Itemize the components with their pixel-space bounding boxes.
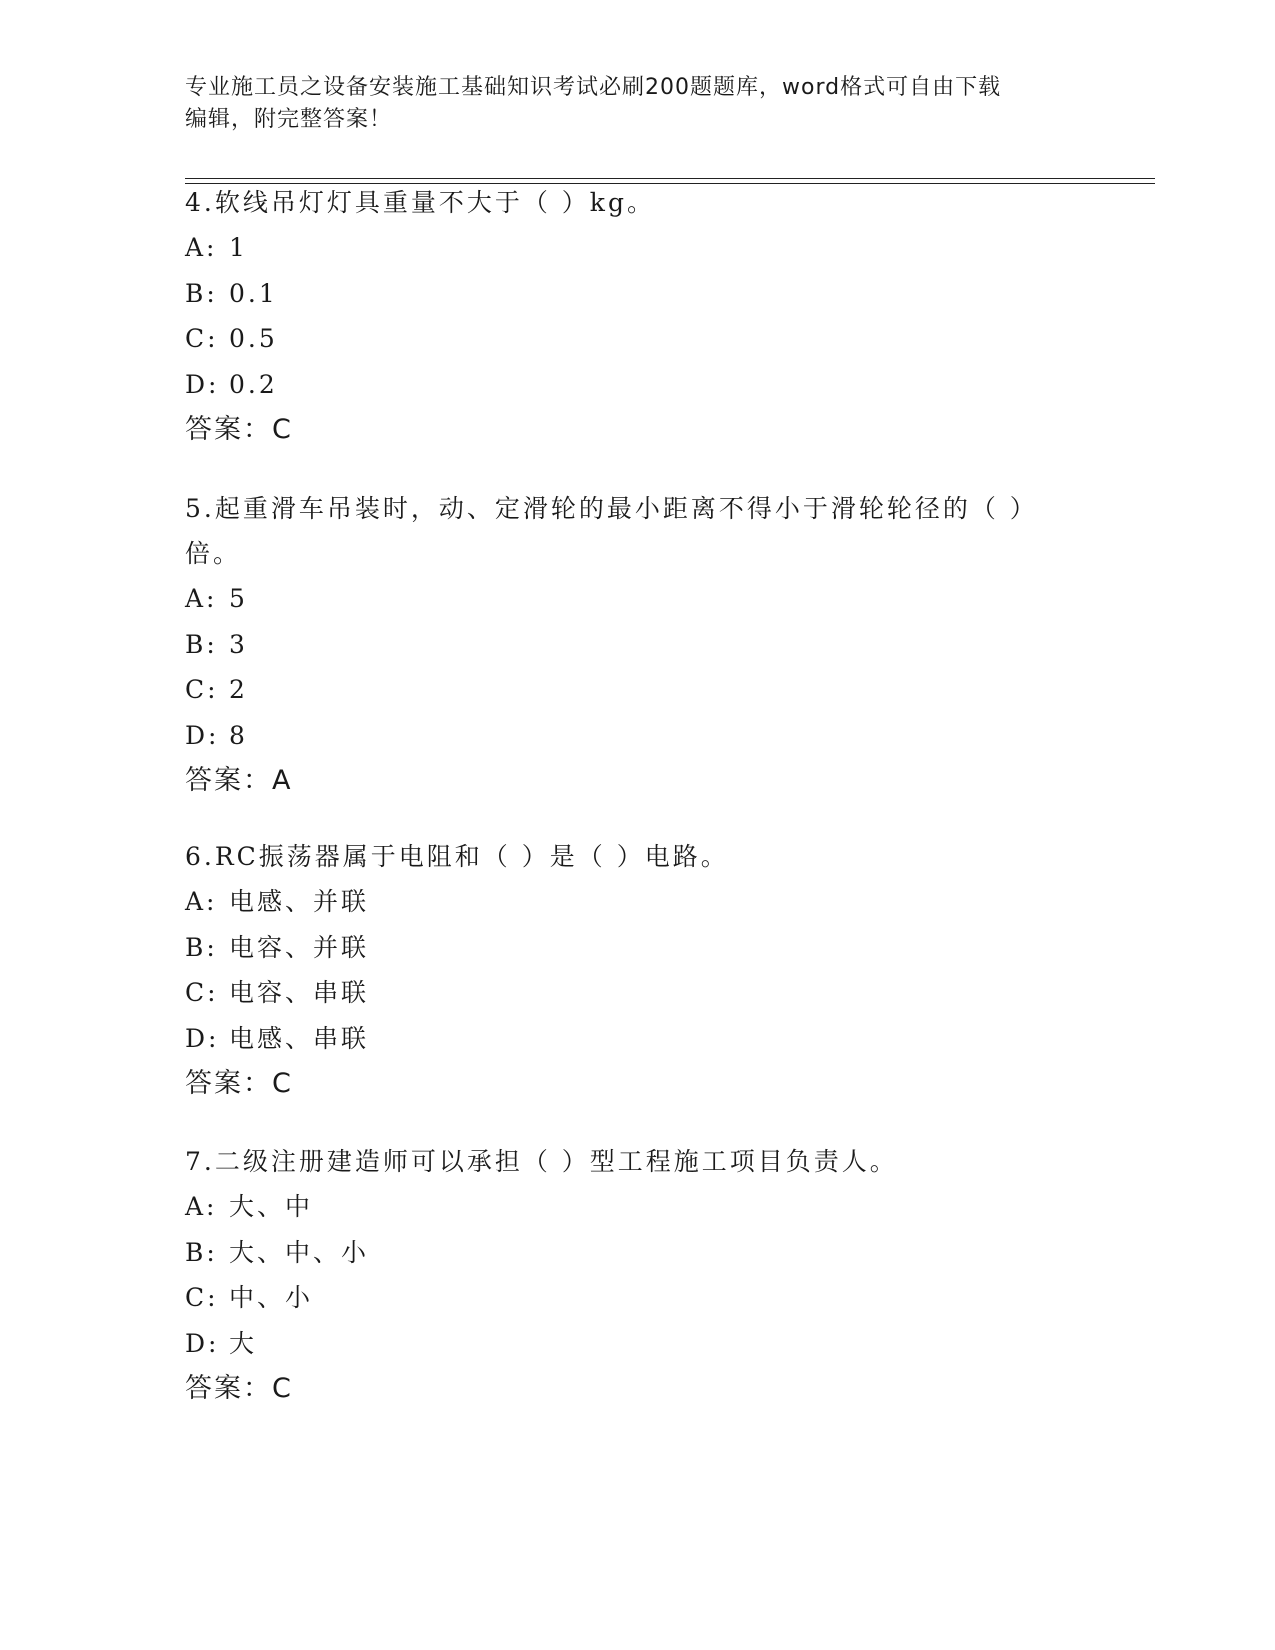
answer-value: C xyxy=(272,1373,291,1404)
option-key: C: xyxy=(185,1283,219,1312)
option-text: 电容、并联 xyxy=(229,932,370,962)
question-stem: 5.起重滑车吊装时，动、定滑轮的最小距离不得小于滑轮轮径的（ ）倍。 xyxy=(185,494,1038,568)
answer xyxy=(185,1366,1065,1411)
question-7 xyxy=(185,1139,1065,1411)
question-5 xyxy=(185,486,1065,803)
answer-value: A xyxy=(272,765,291,796)
option-c xyxy=(185,667,1065,713)
option-d xyxy=(185,1016,1065,1062)
option-key: D: xyxy=(185,1023,220,1053)
option-text: 电感、并联 xyxy=(229,887,370,916)
answer xyxy=(185,1061,1065,1106)
option-key: C: xyxy=(185,675,219,704)
option-text: 0.5 xyxy=(229,324,278,353)
header-divider-top xyxy=(185,178,1155,179)
option-text: 大 xyxy=(229,1328,258,1358)
option-key: D: xyxy=(185,1328,220,1358)
option-c xyxy=(185,970,1065,1016)
option-text: 1 xyxy=(229,233,248,262)
option-text: 0.1 xyxy=(229,278,278,308)
answer-label: 答案： xyxy=(185,414,272,445)
option-text: 5 xyxy=(229,584,248,613)
option-c xyxy=(185,1275,1065,1321)
option-key: A: xyxy=(185,887,218,916)
header-line-2: 编辑，附完整答案！ xyxy=(185,107,393,132)
option-text: 2 xyxy=(229,675,248,704)
option-key: A: xyxy=(185,584,218,613)
option-text: 3 xyxy=(229,629,248,659)
option-a xyxy=(185,1184,1065,1230)
option-a xyxy=(185,225,1065,271)
option-text: 中、小 xyxy=(229,1283,314,1312)
option-c xyxy=(185,316,1065,362)
option-b xyxy=(185,925,1065,971)
answer-value: C xyxy=(272,414,291,445)
option-a xyxy=(185,879,1065,925)
answer-value: C xyxy=(272,1068,291,1099)
option-key: A: xyxy=(185,1192,218,1221)
option-key: B: xyxy=(185,278,218,308)
option-a xyxy=(185,576,1065,622)
option-d xyxy=(185,713,1065,759)
option-text: 大、中、小 xyxy=(229,1237,370,1267)
option-d xyxy=(185,1321,1065,1367)
option-b xyxy=(185,622,1065,668)
option-key: B: xyxy=(185,932,218,962)
answer-label: 答案： xyxy=(185,1373,272,1404)
option-d xyxy=(185,362,1065,408)
option-key: B: xyxy=(185,629,218,659)
document-header xyxy=(185,72,1065,136)
answer xyxy=(185,407,1065,452)
option-key: A: xyxy=(185,233,218,262)
option-text: 电容、串联 xyxy=(229,978,370,1007)
header-line-1: 专业施工员之设备安装施工基础知识考试必刷200题题库，word格式可自由下载 xyxy=(185,75,1002,100)
answer xyxy=(185,758,1065,803)
question-stem: 6.RC振荡器属于电阻和（ ）是（ ）电路。 xyxy=(185,842,729,871)
answer-label: 答案： xyxy=(185,765,272,796)
option-text: 8 xyxy=(229,720,248,750)
option-b xyxy=(185,271,1065,317)
answer-label: 答案： xyxy=(185,1068,272,1099)
option-b xyxy=(185,1230,1065,1276)
question-stem: 7.二级注册建造师可以承担（ ）型工程施工项目负责人。 xyxy=(185,1147,898,1176)
option-key: B: xyxy=(185,1237,218,1267)
option-text: 电感、串联 xyxy=(229,1023,370,1053)
option-key: D: xyxy=(185,720,220,750)
question-6 xyxy=(185,834,1065,1106)
option-text: 大、中 xyxy=(229,1192,314,1221)
option-key: C: xyxy=(185,978,219,1007)
option-key: C: xyxy=(185,324,219,353)
question-stem: 4.软线吊灯灯具重量不大于（ ）kg。 xyxy=(185,188,655,217)
question-4 xyxy=(185,180,1065,452)
option-key: D: xyxy=(185,369,220,399)
option-text: 0.2 xyxy=(229,369,278,399)
